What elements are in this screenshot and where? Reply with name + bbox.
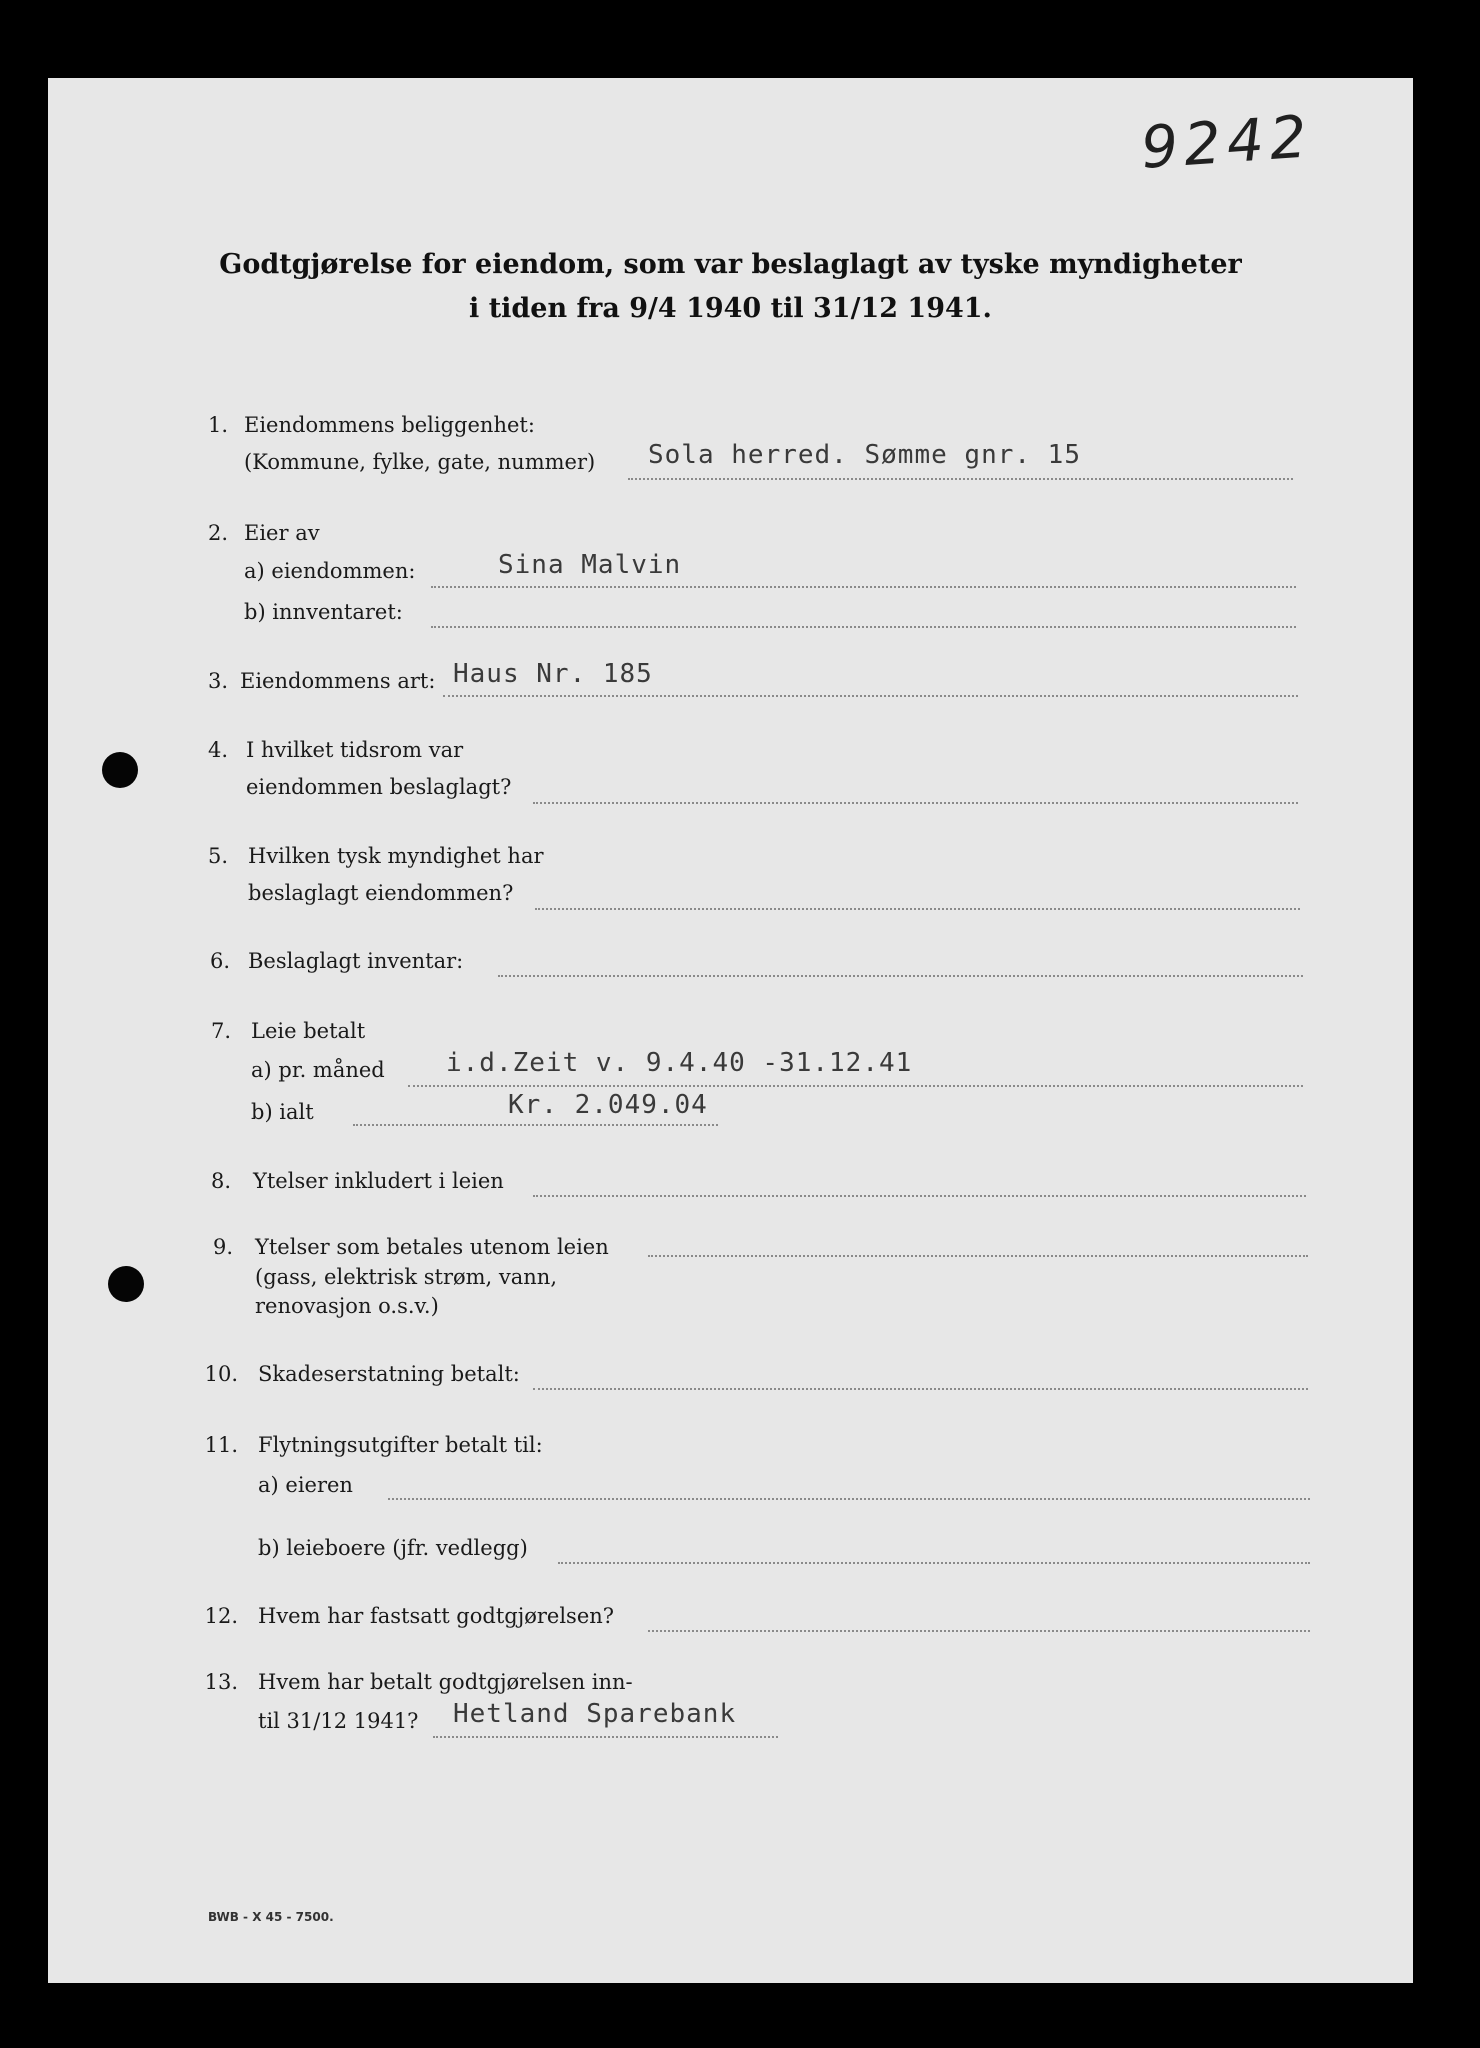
q3-answer-line	[443, 695, 1298, 697]
q6-answer-line	[498, 975, 1303, 977]
q1-answer: Sola herred. Sømme gnr. 15	[648, 440, 1081, 470]
punch-hole-bottom	[108, 1266, 144, 1302]
q13-label: Hvem har betalt godtgjørelsen inn-	[258, 1670, 633, 1694]
q13-number: 13.	[204, 1670, 238, 1694]
q2-label: Eier av	[244, 521, 320, 545]
q9-sublabel-1: (gass, elektrisk strøm, vann,	[255, 1265, 557, 1289]
form-title	[48, 243, 1413, 331]
q1-answer-line	[628, 478, 1293, 480]
q11-label: Flytningsutgifter betalt til:	[258, 1433, 543, 1457]
q7-label: Leie betalt	[251, 1019, 366, 1043]
q7a-label: a) pr. måned	[251, 1058, 385, 1082]
q2a-answer-line	[431, 586, 1296, 588]
q5-number: 5.	[207, 844, 228, 868]
q4-sublabel: eiendommen beslaglagt?	[246, 775, 512, 799]
q9-sublabel-2: renovasjon o.s.v.)	[255, 1294, 439, 1318]
q11a-answer-line	[388, 1498, 1310, 1500]
q5-answer-line	[535, 908, 1300, 910]
q1-label: Eiendommens beliggenhet:	[244, 413, 535, 437]
q4-answer-line	[533, 802, 1298, 804]
q9-number: 9.	[212, 1235, 233, 1259]
q2-number: 2.	[207, 521, 228, 545]
q12-label: Hvem har fastsatt godtgjørelsen?	[258, 1604, 615, 1628]
q1-number: 1.	[207, 413, 228, 437]
q6-label: Beslaglagt inventar:	[248, 949, 464, 973]
q2b-answer-line	[431, 626, 1296, 628]
q12-answer-line	[648, 1630, 1310, 1632]
q2a-label: a) eiendommen:	[244, 559, 416, 583]
form-sheet	[48, 78, 1413, 1983]
q5-label: Hvilken tysk myndighet har	[248, 844, 544, 868]
q10-label: Skadeserstatning betalt:	[258, 1362, 520, 1386]
q7b-answer-line	[353, 1124, 718, 1126]
title-line-2: i tiden fra 9/4 1940 til 31/12 1941.	[469, 293, 992, 324]
q1-sublabel: (Kommune, fylke, gate, nummer)	[244, 450, 596, 474]
q3-label: Eiendommens art:	[240, 669, 436, 693]
q7-number: 7.	[210, 1019, 231, 1043]
q13-answer: Hetland Sparebank	[453, 1699, 737, 1729]
q11-number: 11.	[204, 1433, 238, 1457]
q8-label: Ytelser inkludert i leien	[253, 1169, 504, 1193]
archive-number: 9242	[1139, 102, 1316, 182]
q7a-answer: i.d.Zeit v. 9.4.40 -31.12.41	[446, 1048, 913, 1078]
q11a-label: a) eieren	[258, 1473, 353, 1497]
q8-answer-line	[533, 1195, 1306, 1197]
q5-sublabel: beslaglagt eiendommen?	[248, 881, 514, 905]
q7b-answer: Kr. 2.049.04	[508, 1090, 708, 1120]
q7b-label: b) ialt	[251, 1100, 314, 1124]
q2b-label: b) innventaret:	[244, 600, 403, 624]
q11b-answer-line	[558, 1562, 1310, 1564]
q2a-answer: Sina Malvin	[498, 550, 682, 580]
q3-number: 3.	[207, 669, 228, 693]
title-line-1: Godtgjørelse for eiendom, som var beslaglagt av tyske myndigheter	[219, 249, 1242, 280]
q13-sublabel: til 31/12 1941?	[258, 1709, 419, 1733]
q11b-label: b) leieboere (jfr. vedlegg)	[258, 1536, 528, 1560]
q10-answer-line	[533, 1388, 1308, 1390]
q9-label: Ytelser som betales utenom leien	[255, 1235, 609, 1259]
q8-number: 8.	[210, 1169, 231, 1193]
q13-answer-line	[433, 1736, 778, 1738]
q12-number: 12.	[204, 1604, 238, 1628]
q4-number: 4.	[207, 738, 228, 762]
print-code: BWB - X 45 - 7500.	[208, 1910, 334, 1924]
q7a-answer-line	[408, 1085, 1303, 1087]
q4-label: I hvilket tidsrom var	[246, 738, 464, 762]
punch-hole-top	[102, 752, 138, 788]
q3-answer: Haus Nr. 185	[453, 659, 653, 689]
q10-number: 10.	[204, 1362, 238, 1386]
q6-number: 6.	[209, 949, 230, 973]
q9-answer-line	[648, 1255, 1308, 1257]
